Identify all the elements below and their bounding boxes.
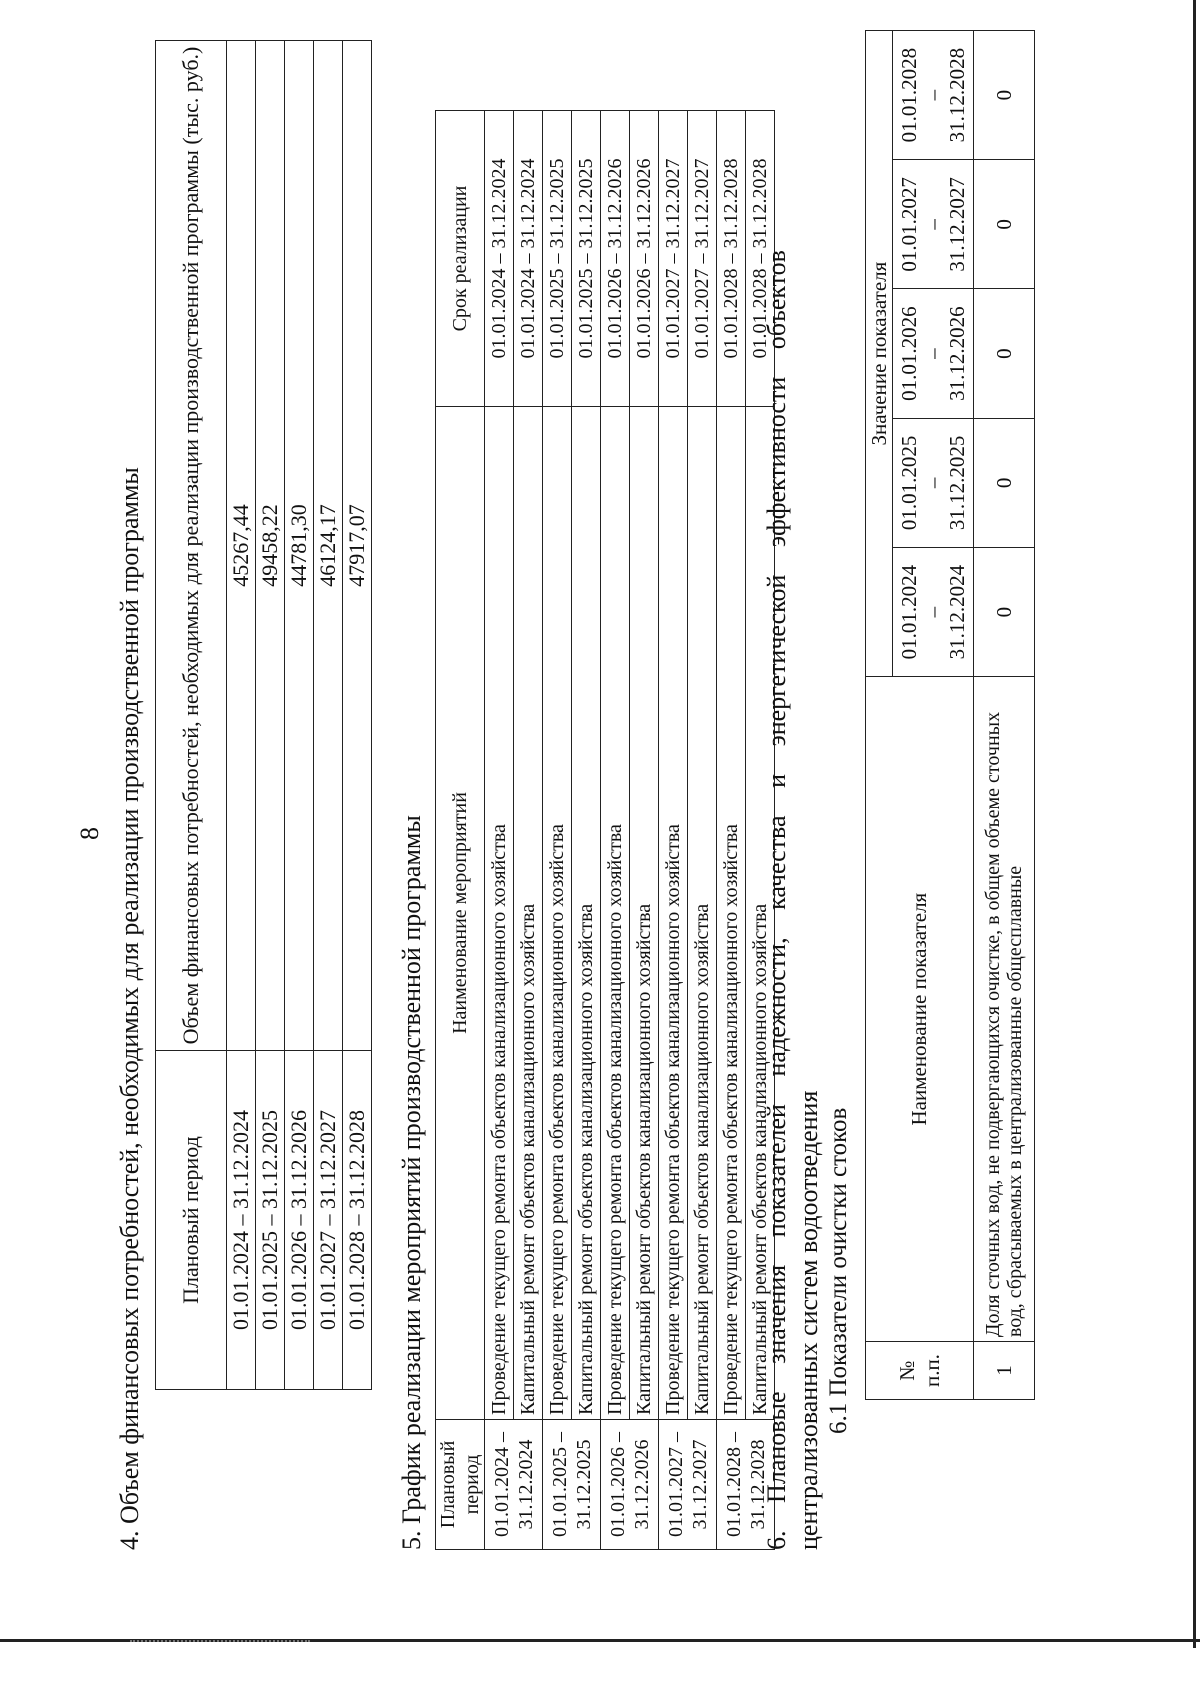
period-dash: –	[921, 477, 945, 489]
period-to: 31.12.2027	[945, 177, 969, 272]
table-header-row	[156, 41, 227, 1390]
period-dash: –	[921, 606, 945, 618]
title-word: энергетической	[762, 574, 791, 747]
period-start: 01.01.2024 –	[490, 1431, 513, 1537]
period-header	[893, 418, 974, 547]
period-to: 31.12.2026	[945, 306, 969, 401]
subsection-6-1-title: 6.1 Показатели очистки стоков	[825, 1107, 852, 1434]
indicator-value: 0	[974, 418, 1035, 547]
row-number: 1	[974, 1342, 1035, 1400]
period-end: 31.12.2025	[572, 1439, 595, 1530]
period-to: 31.12.2024	[945, 564, 969, 660]
period-start: 01.01.2027 –	[664, 1431, 687, 1537]
period-start: 01.01.2028 –	[722, 1431, 745, 1537]
scan-artifact	[130, 1640, 310, 1646]
title-word: объектов	[762, 250, 791, 350]
title-word: Плановые	[762, 1391, 791, 1503]
amount-cell: 45267,44	[227, 41, 256, 1051]
activity-name: Проведение текущего ремонта объектов канализационного хозяйства	[601, 407, 630, 1420]
amount-cell: 46124,17	[314, 41, 343, 1051]
financial-volume-table	[155, 40, 372, 1390]
header-indicator-name: Наименование показателя	[866, 677, 974, 1342]
period-cell	[601, 1419, 659, 1549]
table-row	[572, 111, 601, 1550]
title-word: эффективности	[762, 376, 791, 548]
indicator-value: 0	[974, 547, 1035, 676]
table-row	[485, 111, 514, 1550]
period-cell: 01.01.2026 – 31.12.2026	[285, 1051, 314, 1390]
period-start: 01.01.2026 –	[606, 1431, 629, 1537]
activity-name: Проведение текущего ремонта объектов канализационного хозяйства	[659, 407, 688, 1420]
indicators-table	[865, 30, 1035, 1400]
period-from: 01.01.2026	[897, 306, 921, 401]
title-word: качества	[762, 815, 791, 910]
table-row	[285, 41, 314, 1390]
title-word: 6.	[762, 1530, 791, 1550]
header-volume: Объем финансовых потребностей, необходимых для реализации производственной программы (тыс. руб.)	[156, 41, 227, 1051]
period-end: 31.12.2028	[746, 1439, 769, 1530]
period-to: 31.12.2025	[945, 435, 969, 531]
section-6-title	[761, 250, 825, 1550]
activity-term: 01.01.2024 – 31.12.2024	[514, 111, 543, 407]
table-row	[717, 111, 746, 1550]
title-word: значения	[762, 1264, 791, 1364]
title-word: и	[762, 773, 791, 788]
period-cell	[485, 1419, 543, 1549]
period-header	[893, 547, 974, 676]
table-row	[256, 41, 285, 1390]
period-header	[893, 160, 974, 289]
activity-name: Капитальный ремонт объектов канализационного хозяйства	[630, 407, 659, 1420]
indicator-value: 0	[974, 31, 1035, 160]
table-row	[601, 111, 630, 1550]
amount-cell: 47917,07	[343, 41, 372, 1051]
period-cell: 01.01.2027 – 31.12.2027	[314, 1051, 343, 1390]
title-word: надежности,	[762, 937, 791, 1077]
period-dash: –	[921, 219, 945, 230]
period-header	[893, 289, 974, 418]
table-row	[688, 111, 717, 1550]
period-end: 31.12.2027	[688, 1439, 711, 1530]
table-row	[630, 111, 659, 1550]
header-num-abbr: п.п.	[919, 1354, 944, 1388]
table-row	[227, 41, 256, 1390]
header-indicator-value: Значение показателя	[866, 31, 893, 677]
activity-name: Капитальный ремонт объектов канализационного хозяйства	[514, 407, 543, 1420]
period-to: 31.12.2028	[945, 47, 969, 143]
period-cell	[659, 1419, 717, 1549]
activity-name: Проведение текущего ремонта объектов канализационного хозяйства	[717, 407, 746, 1420]
table-row	[514, 111, 543, 1550]
table-row	[974, 31, 1035, 1400]
header-period: Плановый период	[436, 1419, 485, 1549]
activity-term: 01.01.2025 – 31.12.2025	[543, 111, 572, 407]
amount-cell: 44781,30	[285, 41, 314, 1051]
activity-term: 01.01.2027 – 31.12.2027	[659, 111, 688, 407]
activity-name: Капитальный ремонт объектов канализационного хозяйства	[746, 407, 775, 1420]
activity-name: Капитальный ремонт объектов канализационного хозяйства	[572, 407, 601, 1420]
header-name: Наименование мероприятий	[436, 407, 485, 1420]
section-6-title-line-2: централизованных систем водоотведения	[794, 1090, 823, 1550]
period-end: 31.12.2024	[514, 1439, 537, 1530]
table-row	[659, 111, 688, 1550]
section-4-title: 4. Объем финансовых потребностей, необходимых для реализации производственной программы	[115, 467, 144, 1550]
section-6-title-line-1	[761, 250, 793, 1550]
period-start: 01.01.2025 –	[548, 1431, 571, 1537]
activity-term: 01.01.2026 – 31.12.2026	[630, 111, 659, 407]
activity-name: Проведение текущего ремонта объектов канализационного хозяйства	[485, 407, 514, 1420]
period-dash: –	[921, 348, 945, 359]
indicator-name: Доля сточных вод, не подвергающихся очистке, в общем объеме сточных вод, сбрасываемых в централизованные общесплавные	[974, 677, 1035, 1342]
title-word: показателей	[762, 1104, 791, 1238]
activity-term: 01.01.2028 – 31.12.2028	[746, 111, 775, 407]
header-num-symbol: №	[894, 1360, 919, 1381]
schedule-table	[435, 110, 775, 1550]
period-header	[893, 31, 974, 160]
amount-cell: 49458,22	[256, 41, 285, 1051]
table-row	[543, 111, 572, 1550]
period-from: 01.01.2027	[897, 177, 921, 272]
activity-term: 01.01.2028 – 31.12.2028	[717, 111, 746, 407]
rotated-document-page	[15, 46, 1135, 1610]
period-cell	[543, 1419, 601, 1549]
header-num	[866, 1342, 974, 1400]
period-from: 01.01.2025	[897, 435, 921, 531]
section-5-title: 5. График реализации мероприятий производственной программы	[397, 815, 426, 1550]
activity-name: Капитальный ремонт объектов канализационного хозяйства	[688, 407, 717, 1420]
period-end: 31.12.2026	[630, 1439, 653, 1530]
activity-term: 01.01.2026 – 31.12.2026	[601, 111, 630, 407]
period-cell: 01.01.2028 – 31.12.2028	[343, 1051, 372, 1390]
indicator-value: 0	[974, 289, 1035, 418]
table-row	[314, 41, 343, 1390]
table-header-row	[436, 111, 485, 1550]
activity-term: 01.01.2027 – 31.12.2027	[688, 111, 717, 407]
page-number: 8	[75, 827, 104, 840]
table-row	[343, 41, 372, 1390]
scan-edge-right	[1193, 0, 1196, 1648]
period-cell: 01.01.2024 – 31.12.2024	[227, 1051, 256, 1390]
activity-term: 01.01.2025 – 31.12.2025	[572, 111, 601, 407]
period-from: 01.01.2024	[897, 564, 921, 660]
period-cell: 01.01.2025 – 31.12.2025	[256, 1051, 285, 1390]
header-period: Плановый период	[156, 1051, 227, 1390]
header-term: Срок реализации	[436, 111, 485, 407]
activity-term: 01.01.2024 – 31.12.2024	[485, 111, 514, 407]
activity-name: Проведение текущего ремонта объектов канализационного хозяйства	[543, 407, 572, 1420]
period-from: 01.01.2028	[897, 47, 921, 143]
table-header-row	[866, 31, 893, 1400]
period-dash: –	[921, 89, 945, 101]
indicator-value: 0	[974, 160, 1035, 289]
